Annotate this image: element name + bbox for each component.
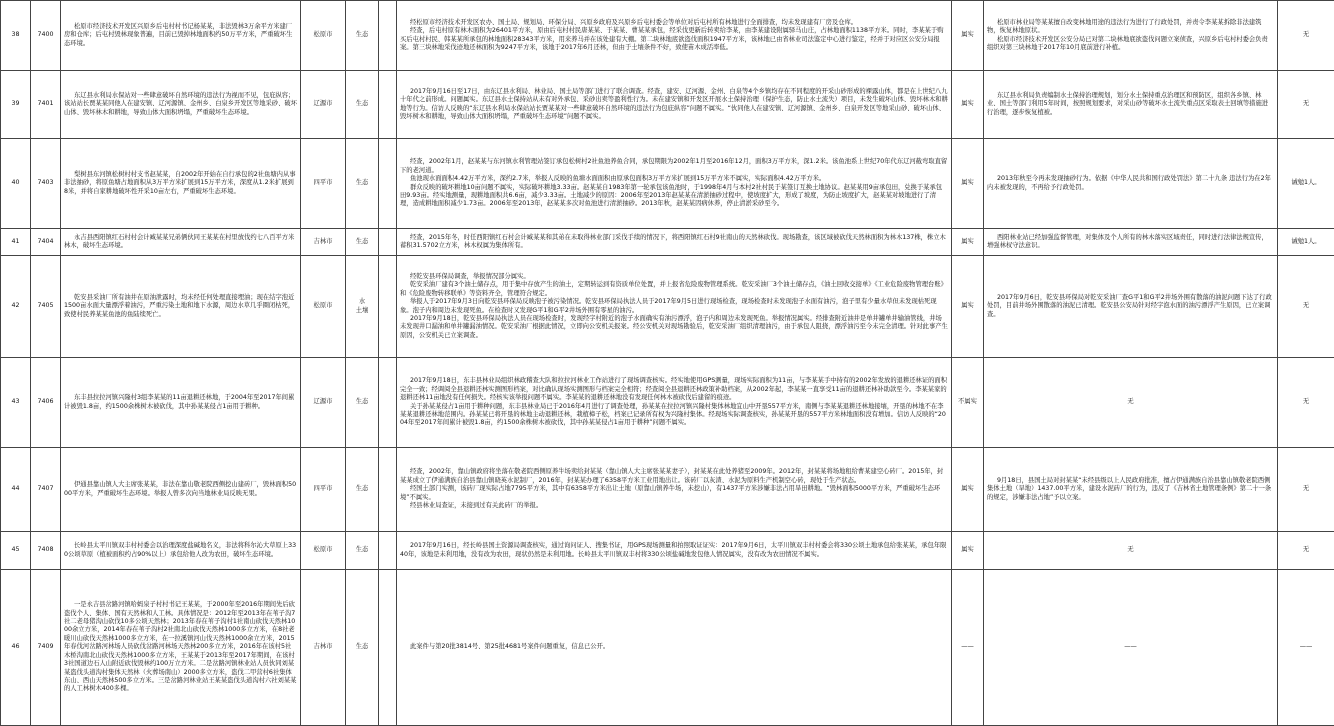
handling-result	[984, 256, 1278, 358]
city: 四平市	[301, 448, 346, 532]
verification-result	[397, 358, 952, 448]
verification-result	[397, 256, 952, 358]
verification-result-paragraph: 经查，后屯村原有林木面积为26401平方米，原由后屯村村民唐某某、于某某、曹某某承包，经采伐更新后转卖给李某，由李某建设附属驿马山庄，占林地面积1138平方米。同时，李某某于购买后屯村村民、韩某某所承包的林地面积28343平方米，用来养马并在该处建有大棚。第二块林地底欲盗伐面积1947平方米，该林地已由省林业司法鉴定中心进行鉴定，经并于对应区公安分局报案。第三块林地采伐迹地还林面积为9247平方米，该地于2017年6月还林，但由于土壤条件不好，致使苗木成活率低。	[400, 27, 944, 51]
verification-result-paragraph: 2017年9月16日，经长岭县国土资源局调查核实，通过询问证人、搜集书证，用GPS现场测量和拍照取证证实：2017年9月6日，太平川镇双丰村村委会将330公顷土地承包给张某某，承包年限40年，该地是未利用地，没有改为农田，现状仍然是未利用地。长岭县太平川镇双丰村将330公顷盐碱地发包他人情况属实，没有改为农田情况不属实。	[400, 542, 947, 558]
pollution-type: 生态	[346, 229, 379, 256]
verification-result-paragraph: 群众反映的破坏耕地10亩问题不属实，实际破坏耕地3.33亩。赵某某自1983年第一轮承包该鱼池时，于1998年4月与本村2社村民于某签订互换土地协议。赵某某用9亩承包田，兑换于某承包田9.93亩。经实地测量，现耕地面积共6.6亩，减少3.33亩。土地减少的原因：2006年至2013年赵某某在清淤抽砂过程中，使坡度扩大，形成了坡度，为防止坡度扩大，赵某某对坡地进行了清理，造成耕地面积减少1.73亩。2006年至2013年，赵某某多次对鱼池进行清淤抽砂。2013年秋，赵某某因病休养，停止清淤采砂至今。	[400, 183, 943, 208]
handling-result	[984, 532, 1278, 570]
verification-result	[397, 71, 952, 139]
verification-result-paragraph: 2017年9月18日，乾安县环保局执法人员在现场检查时，发现经字村附近的泡子水面确实有油污漂浮，泡子内和周边未发现死鱼。举报情况属实。经排查附近油井是单井罐单井输油管线，井场未发现井口漏油和单井罐漏油情况。乾安采油厂根据此情况，立即向公安机关报案。经公安机关对现场勘验后，乾安采油厂组织清理油污，由于承包人阻挠，漂浮油污至今未完全清理。针对此事产生原因，公安机关已立案调查。	[400, 314, 948, 339]
table-row	[1, 1, 1334, 71]
row-seq: 42	[1, 256, 31, 358]
table-row	[1, 358, 1334, 448]
handling-result	[984, 139, 1278, 229]
pollution-type: 生态	[346, 448, 379, 532]
row-seq: 45	[1, 532, 31, 570]
accountability: 诫勉1人。	[1278, 139, 1334, 229]
pollution-type: 生态	[346, 71, 379, 139]
handling-result	[984, 1, 1278, 71]
city: 松原市	[301, 532, 346, 570]
verdict: 属实	[952, 532, 984, 570]
spacer-cell	[379, 448, 397, 532]
accountability: 无	[1278, 532, 1334, 570]
verification-result-paragraph: 经县林业局查证，未接到过有关此砖厂的举报。	[410, 502, 543, 510]
table-row	[1, 448, 1334, 532]
table-row	[1, 71, 1334, 139]
table-row	[1, 256, 1334, 358]
city: 四平市	[301, 139, 346, 229]
row-seq: 46	[1, 570, 31, 726]
verification-result-paragraph: 举报人于2017年9月3日向乾安县环保局反映泡子被污染情况。乾安县环保局执法人员于2017年9月5日进行现场检查，现场检查时未发现泡子水面有油污，泡子里有少量水草但未发现枯死现象。泡子内和周边未发现死鱼。在检查时又发现G平1和G平2井场外围有零星的油污。	[400, 298, 937, 314]
verification-result-paragraph: 经国土部门实测，该砖厂现实际占地7795平方米，其中有6358平方米出让土地（原靠山镇养牛场，未挖山），有1437平方米涉嫌非法占用旱田耕地。“毁林面积5000平方米，严重破坏生态环境”不属实。	[400, 485, 941, 501]
city: 辽源市	[301, 358, 346, 448]
verification-result-paragraph: 经乾安县环保局调查，举报情况部分属实。	[410, 272, 530, 280]
handling-result-paragraph: 无	[1127, 398, 1134, 406]
table-row	[1, 532, 1334, 570]
case-id: 7401	[31, 71, 61, 139]
verification-result-paragraph: 鱼池现水面面积4.42万平方米，深约2.7米，举报人反映的鱼塘水面面积由原承包面积3万平方米扩展到15万平方米不属实，实际面积4.42万平方米。	[410, 175, 826, 183]
verification-result-paragraph: 此案件与第20批3814号、第25批4681号案件问题重复，信息已公开。	[410, 643, 610, 651]
table-row	[1, 570, 1334, 726]
accountability: 诫勉1人。	[1278, 229, 1334, 256]
pollution-type: 生态	[346, 570, 379, 726]
verdict: 属实	[952, 448, 984, 532]
accountability: 无	[1278, 1, 1334, 71]
complaint-content: 东丰县拉拉河镇兴隆村3组李某某的11亩退耕还林地，于2004年至2017年间累计被毁1.8亩，约1500余株树木被砍伐，其中孙某某侵占1亩用于耕种。	[61, 358, 301, 448]
verification-result	[397, 532, 952, 570]
city: 吉林市	[301, 570, 346, 726]
verification-result-paragraph: 经查，2002年，靠山镇政府将坐落在敬老院西侧原养牛场卖给封某某（靠山镇人大主席张某某妻子），封某某在此处养猪至2009年。2012年，封某某将场地租给曹某建空心砖厂。2015年，封某某成立了伊通满族自治县靠山镇晓英水泥制厂，2016年，封某某办理了6358平方米工业用地出让。该砖厂以灰渣、水泥为原料生产机制空心砖，现处于生产状态。	[400, 468, 944, 484]
case-id: 7409	[31, 570, 61, 726]
handling-result-paragraph: 松原市林业局等某某擅自改变林地用途的违法行为进行了行政处罚，并责令李某某拆除非法建筑物，恢复林地原状。	[987, 18, 1262, 35]
handling-result-paragraph: 9月18日，县国土局对封某某“未经县级以上人民政府批准，擅占伊通满族自治县靠山镇敬老院西侧集体土地（旱地）1437.00平方米，建设水泥砖厂的行为，违反了《吉林省土地管理条例》第二十一条的规定，涉嫌非法占地”予以立案。	[987, 476, 1272, 501]
spacer-cell	[379, 570, 397, 726]
spacer-cell	[379, 358, 397, 448]
complaint-content: 永吉县西阳镇红石村村会计臧某某兄弟俩伙同王某某在村里放伐约七八百平方米林木，破坏生态环境。	[61, 229, 301, 256]
verification-result-paragraph: 经查，2015年冬，时任西阳镇红石村会计臧某某和其弟在未取得林业部门采伐手续的情况下，将西阳镇红石村9社南山的天然林砍伐。现场勘查，该区域被砍伐天然林面积为林木137株，株立木蓄积31.5702立方米，林木权属为集体所有。	[400, 233, 946, 249]
pollution-type: 水 土壤	[346, 256, 379, 358]
handling-result-paragraph: 东辽县水利局负责编制水土保持治理规划，划分水土保持重点治理区和预防区，组织各乡镇、林业、国土等部门利用5年时间，按照规划要求，对采山砂等破坏水土流失重点区采取表土回填等措施进行治理，逐步恢复植被。	[987, 91, 1269, 116]
verification-result	[397, 139, 952, 229]
verdict: 属实	[952, 256, 984, 358]
row-seq: 40	[1, 139, 31, 229]
pollution-type: 生态	[346, 1, 379, 71]
handling-result	[984, 570, 1278, 726]
verification-result	[397, 229, 952, 256]
spacer-cell	[379, 139, 397, 229]
verification-result	[397, 570, 952, 726]
case-id: 7400	[31, 1, 61, 71]
accountability: 无	[1278, 256, 1334, 358]
verdict: ——	[952, 570, 984, 726]
row-seq: 39	[1, 71, 31, 139]
city: 辽源市	[301, 71, 346, 139]
case-id: 7406	[31, 358, 61, 448]
pollution-type: 生态	[346, 139, 379, 229]
accountability: ——	[1278, 570, 1334, 726]
verification-result-paragraph: 关于孙某某侵占1亩用于耕种问题，东丰县林业局已于2016年4月进行了调查处理，孙某某在拉拉河镇兴隆村集体林地宜山中开垦557平方米，南侧与李某某退耕还林地接壤，开垦的林地不在李某某退耕还林地范围内。孙某某已将开垦的林地主动退耕还林，栽植樟子松，档案已记录所有权为兴隆村集体。经现场实际调查核实，孙某某开垦的557平方米林地面积没有增加。信访人反映的“2004年至2017年间累计被毁1.8亩，约1500余株树木被砍伐，其中孙某某侵占1亩用于耕种”问题不属实。	[400, 402, 946, 427]
verdict: 不属实	[952, 358, 984, 448]
spacer-cell	[379, 532, 397, 570]
table-body	[1, 1, 1334, 726]
handling-result-paragraph: 松原市经济技术开发区公安分局已对第二块林地底欲盗伐问题立案侦查，兴原乡后屯村村委会负责组织对第三块林地于2017年10月底前进行补植。	[987, 35, 1268, 51]
case-id: 7404	[31, 229, 61, 256]
verification-result-paragraph: 乾安采油厂建有3个油土储存点，用于集中存放产生的油土，定期转运到有资质单位处置，并上报省危险废物管理系统。乾安采油厂3个油土储存点，《油土回收交接单》《工业危险废物管理台账》和《危险废物转移联单》等资料齐全，管理符合规定。	[400, 281, 947, 297]
city: 松原市	[301, 256, 346, 358]
row-seq: 43	[1, 358, 31, 448]
case-id: 7403	[31, 139, 61, 229]
handling-result-paragraph: 西阳林业站已经加强监督管理，对集体及个人所有的林木落实区域责任，同时进行法律法规宣传，增强林权守法意识。	[987, 233, 1268, 249]
pollution-type: 生态	[346, 358, 379, 448]
verdict: 属实	[952, 139, 984, 229]
complaint-content: 松原市经济技术开发区兴原乡后屯村村书记杨某某，非法毁林3万余平方米建厂房和仓库；后屯村毁林现象普遍，目前已毁掉林地面积约50万平方米，严重破坏生态环境。	[61, 1, 301, 71]
complaint-content: 乾安县采油厂所有油井在原油泄露时，均未经任何处理直接埋油；现在结字泡近1500亩水面大量漂浮着油污，严重污染土地和地下水源，周边水草几乎圈闭枯死，致使村民养某某鱼池的鱼陆续死亡。	[61, 256, 301, 358]
verification-result-paragraph: 经查，2002年1月，赵某某与东河镇水利管理站签订承包松树村2社鱼池养鱼合同，承包期限为2002年1月至2016年12月，面积3万平方米，深1.2米。该鱼池系上世纪70年代东辽河截弯取直留下的老河道。	[400, 158, 948, 174]
accountability: 无	[1278, 71, 1334, 139]
complaint-content: 梨树县东河镇松树村村支书赵某某，自2002年开始在自行承包的2社鱼塘内从事非法抽砂，将原鱼塘占地面积从3万平方米扩展到15万平方米，深度从1.2米扩展到8米，并将自家耕地破坏性开采10亩左右，严重破坏生态环境。	[61, 139, 301, 229]
handling-result-paragraph: 无	[1127, 546, 1134, 554]
verification-result-paragraph: 2017年9月18日，东丰县林业局组织林政稽查大队和拉拉河林业工作站进行了现场调查核实。经实地使用GPS测量，现场实际面积为11亩，与李某某手中持有的2002年发放的退耕还林证的面积完全一致；经调阅全县退耕还林实测图形档案，对比确认现场实测图形与档案完全相符；经查阅全县退耕还林政策补助档案，从2002年起，李某某一直享受11亩的退耕还林补助款至今。李某某家的退耕还林11亩地没有任何损失。经核实该举报问题不属实。李某某的退耕还林地没有发现任何林木被砍伐后建留的痕迹。	[400, 377, 948, 402]
handling-result-paragraph: ——	[1124, 643, 1137, 651]
city: 松原市	[301, 1, 346, 71]
row-seq: 44	[1, 448, 31, 532]
verdict: 属实	[952, 1, 984, 71]
accountability: 无	[1278, 358, 1334, 448]
handling-result-paragraph: 2013年秋至今再未发现抽砂行为。依据《中华人民共和国行政处罚法》第二十九条 违法行为在2年内未被发现的，不再给予行政处罚。	[987, 175, 1271, 191]
handling-result	[984, 229, 1278, 256]
complaint-content: 东辽县水利局水保站对一些肆意破坏自然环境的违法行为视而不见，包庇纵容；该站站长贾某某同他人在建安镇、辽河源镇、金州乡、白泉乡开发区等地采砂、破坏山体、毁坏林木和耕地，导致山体大面积坍塌，严重破坏生态环境。	[61, 71, 301, 139]
spacer-cell	[379, 256, 397, 358]
handling-result-paragraph: 2017年9月6日，乾安县环保局对乾安采油厂查G平1和G平2井场外围有散落的油泥问题下达了行政处罚，目前井场外围散落的油泥已清理。乾安县公安局针对经字泡水面的油污漂浮产生原因，已立案调查。	[987, 293, 1272, 318]
handling-result	[984, 358, 1278, 448]
verification-result-paragraph: 经松原市经济技术开发区农办、国土局、规划局、环保分局、兴原乡政府及兴原乡后屯村委会等单位对后屯村所有林地进行全面排查，均未发现建有厂房及仓库。	[410, 18, 858, 26]
handling-result	[984, 448, 1278, 532]
case-id: 7408	[31, 532, 61, 570]
case-id: 7407	[31, 448, 61, 532]
complaint-content: 伊通县靠山镇人大主席张某某，非法在靠山敬老院西侧挖山建砖厂，毁林面积5000平方米，严重破坏生态环境。举报人曾多次向当地林业局反映无果。	[61, 448, 301, 532]
row-seq: 38	[1, 1, 31, 71]
verification-result	[397, 1, 952, 71]
row-seq: 41	[1, 229, 31, 256]
spacer-cell	[379, 71, 397, 139]
city: 吉林市	[301, 229, 346, 256]
complaint-content: 一是永吉县岔路河镇哈蚂泉子村村书记王某某，于2000年至2016年期间先后砍盗伐个人、集体、国有天然林和人工林。具体情况是：2012年至2013年在苇子沟7社二老母猪沟山砍伐10多公顷天然林；2013年春在苇子沟村1社南山砍伐天然林1000余立方米，2014年春在苇子沟村2社南北山砍伐天然林1000多立方米，在8社老暖川山砍伐天然林1000多立方米，在一拉溪镇河山伐天然林1000余立方米，2015年春伐河岔路河林场人员砍伐岔路河林场天然林200多立方米，2016年在该村5社木桥沟南北山砍伐天然林1000多立方米，王某某于2013年至2017年期间，在该村3社国道边石人山附近砍伐毁林约100万立方米。二是岔路河镇林业站人员伙同刘某某盗伐头道沟村集体天然林（火葬场南山）2000多立方米，盗伐二甲营村6社集体东山、西山天然林500多立方米。三是岔路河林业站王某某盗伐头道沟村六社刘某某的人工林树木400多棵。	[61, 570, 301, 726]
table-row	[1, 229, 1334, 256]
case-id: 7405	[31, 256, 61, 358]
handling-result	[984, 71, 1278, 139]
pollution-type: 生态	[346, 532, 379, 570]
verdict: 属实	[952, 229, 984, 256]
complaint-content: 长岭县太平川镇双丰村村委会以治理深度盐碱地名义，非法将科尔沁大草原上330公顷草原（植被面积约占90%以上）承包给他人改为农田，破坏生态环境。	[61, 532, 301, 570]
verification-result-paragraph: 2017年9月16日至17日，由东辽县水利局、林业局、国土局等部门进行了联合调查。经查，建安、辽河源、金州、白泉等4个乡镇均存在不同程度的开采山砂形成的裸露山体，都是在上世纪八九十年代之前形成。问题属实。东辽县水土保持站从未有对外承包、采砂出卖等盈利性行为。未在建安镇和开发区开展水土保持治理（保护生态，防止水土流失）项目，未发生破坏山体、毁坏林木和耕地等行为。信访人反映的“东辽县水利局水保站站长贾某某对一些肆意破坏自然环境的违法行为包庇纵容”问题不属实。“伙同他人在建安镇、辽河源镇、金州乡、白泉开发区等地采山砂、破坏山体、毁坏树木和耕地，导致山体大面积坍塌，严重破坏生态环境”问题不属实。	[400, 87, 948, 120]
verification-result	[397, 448, 952, 532]
accountability: 无	[1278, 448, 1334, 532]
verdict: 属实	[952, 71, 984, 139]
spacer-cell	[379, 229, 397, 256]
table-row	[1, 139, 1334, 229]
spacer-cell	[379, 1, 397, 71]
